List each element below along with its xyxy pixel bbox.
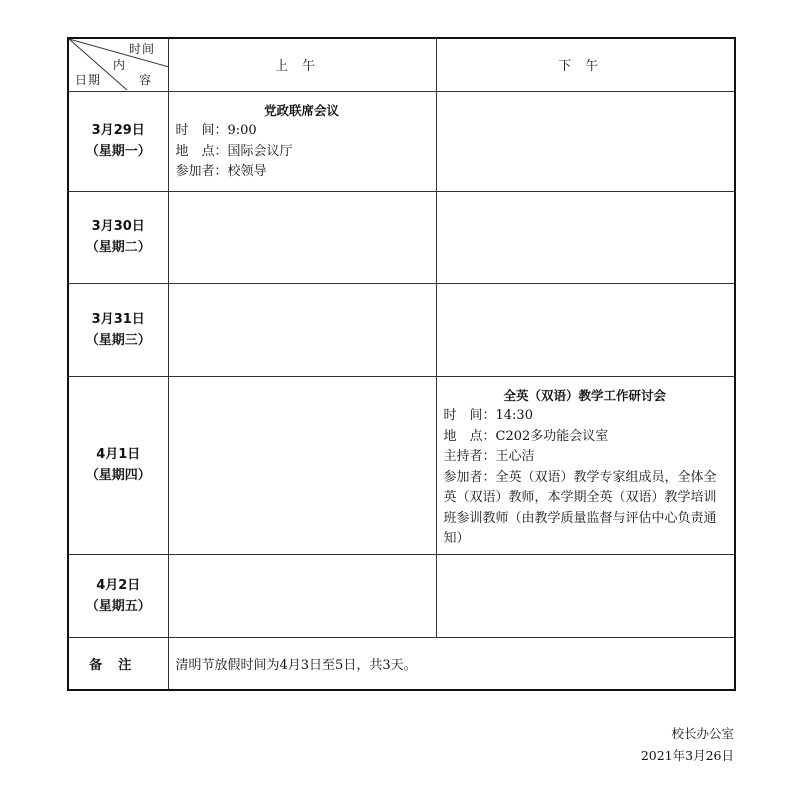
morning-event-cell xyxy=(168,283,436,376)
schedule-row xyxy=(68,283,735,376)
event-participants: 参加者：校领导 xyxy=(175,164,267,179)
diag-content-bottom-label: 容 xyxy=(139,73,153,87)
afternoon-event-cell xyxy=(436,376,735,554)
schedule-row xyxy=(68,191,735,283)
date-label: 3月31日 xyxy=(91,311,145,327)
morning-event-cell xyxy=(168,191,436,283)
date-cell xyxy=(68,91,168,191)
notes-text: 清明节放假时间为4月3日至5日，共3天。 xyxy=(168,637,735,690)
date-cell xyxy=(68,376,168,554)
event-location: 地 点：C202多功能会议室 xyxy=(443,428,609,444)
schedule-row xyxy=(68,554,735,637)
schedule-row xyxy=(68,376,735,554)
weekly-schedule-table xyxy=(67,37,736,691)
diag-time-label: 时间 xyxy=(129,42,156,56)
weekday-label: （星期二） xyxy=(85,240,151,255)
diag-date-label: 日期 xyxy=(75,73,102,87)
date-label: 4月1日 xyxy=(96,447,141,462)
date-cell xyxy=(68,554,168,637)
event-title: 全英（双语）教学工作研讨会 xyxy=(503,387,666,403)
event-title: 党政联席会议 xyxy=(263,102,339,118)
event-host: 主持者：王心洁 xyxy=(443,449,535,464)
event-time: 时 间：9:00 xyxy=(175,123,257,138)
notes-row xyxy=(68,637,735,690)
afternoon-header: 下午 xyxy=(436,38,735,91)
signature-office: 校长办公室 xyxy=(671,726,734,741)
weekday-label: （星期三） xyxy=(85,332,151,348)
afternoon-event-cell xyxy=(436,191,735,283)
afternoon-event-cell xyxy=(436,283,735,376)
event-participants: 参加者：全英（双语）教学专家组成员，全体全英（双语）教师，本学期全英（双语）教学培训班参训教师（由教学质量监督与评估中心负责通知） xyxy=(443,469,717,546)
morning-event-cell xyxy=(168,376,436,554)
morning-header: 上午 xyxy=(168,38,436,91)
weekday-label: （星期五） xyxy=(85,598,151,614)
morning-event-cell xyxy=(168,554,436,637)
date-cell xyxy=(68,283,168,376)
date-label: 4月2日 xyxy=(96,577,141,593)
signature-date: 2021年3月26日 xyxy=(640,748,734,763)
schedule-row xyxy=(68,91,735,191)
weekday-label: （星期四） xyxy=(85,468,151,483)
date-cell xyxy=(68,191,168,283)
diagonal-header-cell xyxy=(68,38,168,91)
notes-label: 备注 xyxy=(68,637,168,690)
morning-event-cell xyxy=(168,91,436,191)
afternoon-event-cell xyxy=(436,91,735,191)
weekday-label: （星期一） xyxy=(85,144,151,159)
event-location: 地 点：国际会议厅 xyxy=(175,143,293,159)
header-row xyxy=(68,38,735,91)
date-label: 3月29日 xyxy=(91,123,145,138)
diag-content-top-label: 内 xyxy=(113,58,127,72)
event-time: 时 间：14:30 xyxy=(443,408,533,423)
afternoon-event-cell xyxy=(436,554,735,637)
date-label: 3月30日 xyxy=(91,219,145,234)
